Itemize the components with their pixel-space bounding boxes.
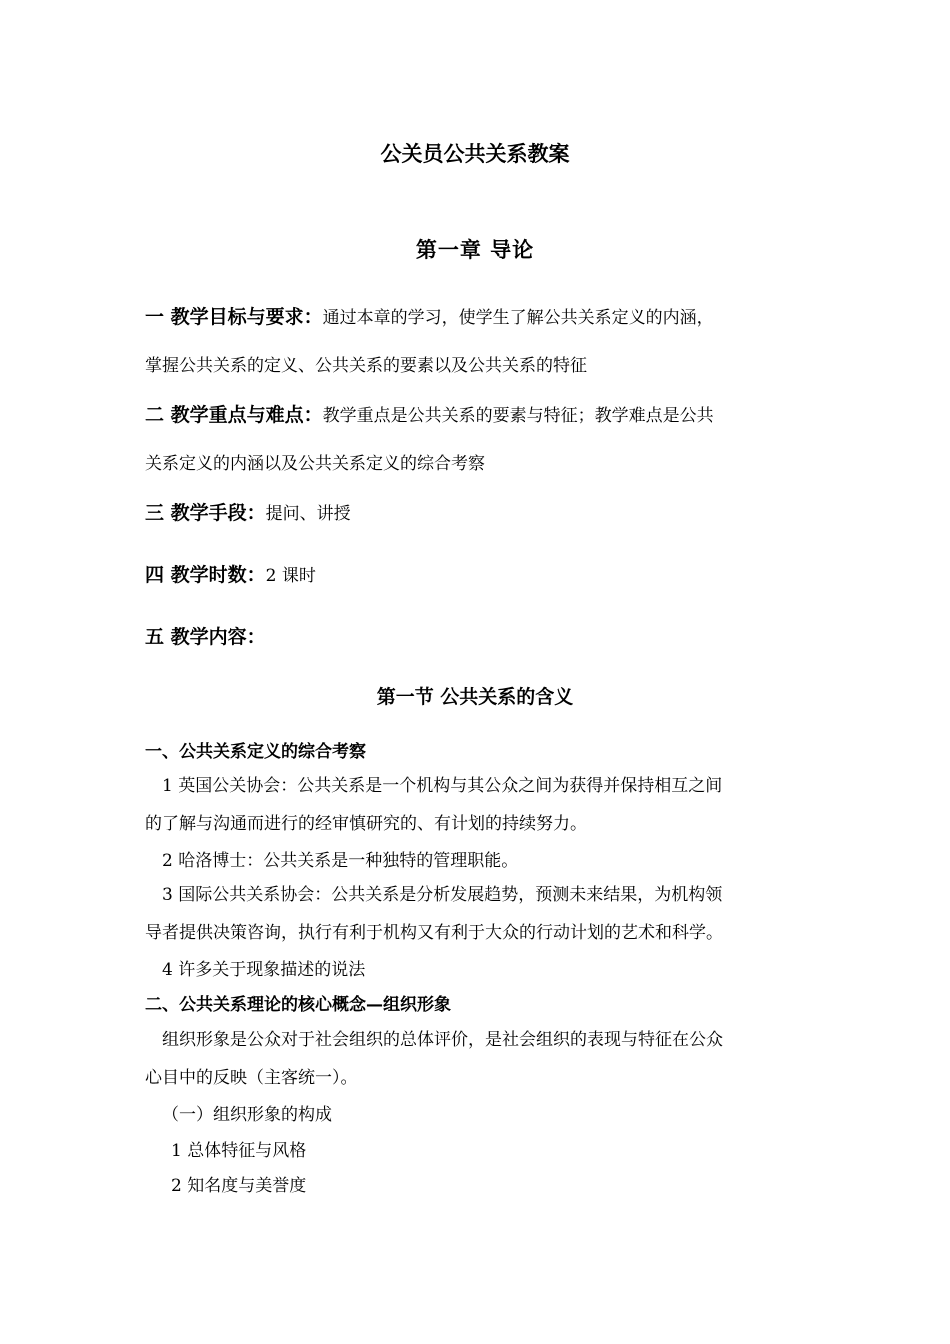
chapter-title: 第一章 导论 — [415, 238, 535, 262]
objectives-line-1 — [145, 302, 714, 329]
part1-line-5: 导者提供决策咨询，执行有利于机构又有利于大众的行动计划的艺术和科学。 — [145, 923, 723, 943]
part2-line-3: （一）组织形象的构成 — [162, 1105, 332, 1125]
methods-label: 三 教学手段： — [145, 502, 266, 524]
key-points-text-1: 教学重点是公共关系的要素与特征；教学难点是公共 — [322, 406, 714, 426]
part1-line-1: 1 英国公关协会：公共关系是一个机构与其公众之间为获得并保持相互之间 — [162, 776, 723, 796]
content-line — [145, 622, 266, 649]
part1-line-4: 3 国际公共关系协会：公共关系是分析发展趋势，预测未来结果，为机构领 — [162, 885, 723, 905]
methods-line — [145, 498, 351, 525]
part1-heading: 一、公共关系定义的综合考察 — [145, 742, 366, 762]
document-title: 公关员公共关系教案 — [380, 142, 570, 166]
part2-line-1: 组织形象是公众对于社会组织的总体评价，是社会组织的表现与特征在公众 — [162, 1030, 723, 1050]
objectives-text-1: 通过本章的学习，使学生了解公共关系定义的内涵， — [322, 308, 714, 328]
part2-line-2: 心目中的反映（主客统一）。 — [145, 1068, 358, 1088]
key-points-label: 二 教学重点与难点： — [145, 404, 323, 426]
methods-text: 提问、讲授 — [265, 504, 351, 524]
objectives-line-2: 掌握公共关系的定义、公共关系的要素以及公共关系的特征 — [145, 356, 587, 376]
hours-text: 2 课时 — [265, 566, 316, 586]
part1-line-2: 的了解与沟通而进行的经审慎研究的、有计划的持续努力。 — [145, 814, 587, 834]
part2-heading: 二、公共关系理论的核心概念—组织形象 — [145, 995, 451, 1015]
content-label: 五 教学内容： — [145, 626, 266, 648]
objectives-label: 一 教学目标与要求： — [145, 306, 323, 328]
key-points-line-2: 关系定义的内涵以及公共关系定义的综合考察 — [145, 454, 485, 474]
part1-line-6: 4 许多关于现象描述的说法 — [162, 960, 366, 980]
hours-label: 四 教学时数： — [145, 564, 266, 586]
part2-line-4: 1 总体特征与风格 — [171, 1141, 307, 1161]
part2-line-5: 2 知名度与美誉度 — [171, 1176, 307, 1196]
key-points-line-1 — [145, 400, 714, 427]
hours-line — [145, 560, 316, 587]
section-title: 第一节 公共关系的含义 — [376, 686, 574, 708]
part1-line-3: 2 哈洛博士：公共关系是一种独特的管理职能。 — [162, 851, 519, 871]
